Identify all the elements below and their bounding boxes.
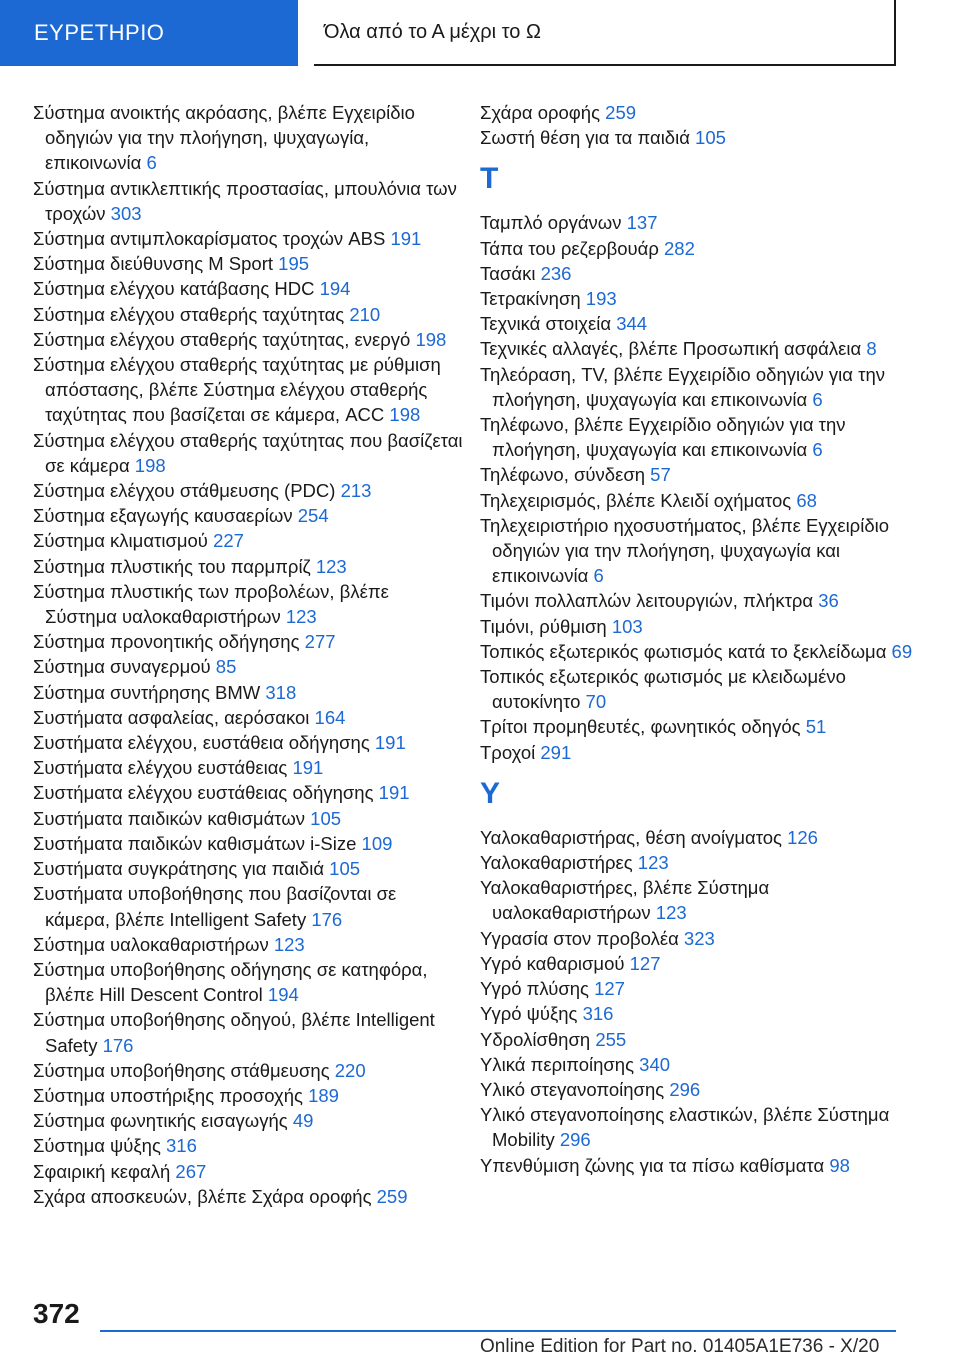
index-entry-text: Τιμόνι, ρύθμιση bbox=[480, 615, 612, 637]
index-entry-text: Τηλεχειρισμός, βλέπε Κλειδί οχήματος bbox=[480, 489, 797, 511]
index-entry-page-link[interactable]: 123 bbox=[285, 606, 317, 628]
index-entry-text: Υγρό πλύσης bbox=[480, 978, 595, 1000]
index-entry-text: Υγρό ψύξης bbox=[480, 1003, 583, 1025]
index-entry-page-link[interactable]: 6 bbox=[812, 439, 823, 461]
index-entry-text: Σύστημα ψύξης bbox=[33, 1135, 166, 1157]
index-entry bbox=[33, 1159, 463, 1184]
footer-divider bbox=[100, 1330, 896, 1332]
index-entry bbox=[33, 226, 463, 251]
index-entry bbox=[33, 932, 463, 957]
index-entry-text: Τηλέφωνο, βλέπε Εγχειρίδιο οδηγιών για την πλοήγηση, ψυχαγωγία και επικοινωνία bbox=[480, 414, 846, 461]
index-entry bbox=[480, 926, 930, 951]
index-entry-page-link[interactable]: 296 bbox=[669, 1078, 701, 1100]
index-entry-page-link[interactable]: 105 bbox=[310, 807, 342, 829]
index-entry bbox=[480, 1001, 930, 1026]
index-entry-page-link[interactable]: 198 bbox=[415, 328, 447, 350]
index-entry-text: Σφαιρική κεφαλή bbox=[33, 1160, 176, 1182]
index-entry-page-link[interactable]: 85 bbox=[215, 656, 237, 678]
index-entry bbox=[480, 125, 930, 150]
index-entry-page-link[interactable]: 213 bbox=[340, 480, 372, 502]
letter-heading-t: T bbox=[480, 162, 499, 196]
letter-heading-y: Y bbox=[480, 776, 501, 810]
index-entry-page-link[interactable]: 137 bbox=[626, 212, 658, 234]
index-entry bbox=[480, 286, 930, 311]
index-entry-text: Σύστημα ανοικτής ακρόασης, βλέπε Εγχειρίδιο οδηγιών για την πλοήγηση, ψυχαγωγία, επικοινωνία bbox=[33, 102, 415, 174]
index-entry bbox=[480, 714, 930, 739]
index-entry-text: Υλικό στεγανοποίησης ελαστικών, βλέπε Σύστημα Mobility bbox=[480, 1104, 890, 1151]
index-entry-text: Τροχοί bbox=[480, 741, 541, 763]
index-entry-text: Σύστημα φωνητικής εισαγωγής bbox=[33, 1110, 293, 1132]
index-entry-page-link[interactable]: 123 bbox=[273, 933, 305, 955]
header bbox=[0, 0, 960, 66]
index-entry-text: Σύστημα εξαγωγής καυσαερίων bbox=[33, 505, 298, 527]
section-tab[interactable]: ΕΥΡΕΤΗΡΙΟ bbox=[0, 0, 298, 66]
index-entry-text: Συστήματα υποβοήθησης που βασίζονται σε κάμερα, βλέπε Intelligent Safety bbox=[33, 883, 397, 930]
index-entry-text: Σύστημα αντικλεπτικής προστασίας, μπουλόνια των τροχών bbox=[33, 177, 457, 224]
index-entry-page-link[interactable]: 105 bbox=[695, 127, 726, 149]
index-entry-text: Σύστημα ελέγχου σταθερής ταχύτητας με ρύθμιση απόστασης, βλέπε Σύστημα ελέγχου σταθερής ταχύτητας που βασίζεται σε κάμερα, ACC bbox=[33, 354, 441, 426]
index-entry bbox=[33, 579, 463, 629]
index-entry-text: Τηλεόραση, TV, βλέπε Εγχειρίδιο οδηγιών για την πλοήγηση, ψυχαγωγία και επικοινωνία bbox=[480, 363, 885, 410]
index-entry-page-link[interactable]: 189 bbox=[308, 1084, 339, 1106]
index-entry-page-link[interactable]: 316 bbox=[582, 1003, 614, 1025]
footer-edition-text: Online Edition for Part no. 01405A1E736 - X/20 bbox=[480, 1336, 880, 1357]
index-entry-text: Σύστημα ελέγχου σταθερής ταχύτητας bbox=[33, 303, 350, 325]
index-entry bbox=[480, 236, 930, 261]
index-entry-text: Τασάκι bbox=[480, 262, 541, 284]
index-entry bbox=[480, 1052, 930, 1077]
index-entry-text: Σωστή θέση για τα παιδιά bbox=[480, 127, 696, 149]
index-entry-page-link[interactable]: 69 bbox=[891, 640, 913, 662]
index-entry-text: Τηλεχειριστήριο ηχοσυστήματος, βλέπε Εγχειρίδιο οδηγιών για την πλοήγηση, ψυχαγωγία και επικοινωνία bbox=[480, 514, 890, 587]
index-entry-text: Σύστημα υποβοήθησης στάθμευσης bbox=[33, 1059, 335, 1081]
index-entry-text: Τοπικός εξωτερικός φωτισμός με κλειδωμένο αυτοκίνητο bbox=[480, 666, 846, 713]
index-entry-page-link[interactable]: 194 bbox=[267, 984, 299, 1006]
index-entry-page-link[interactable]: 193 bbox=[585, 288, 617, 310]
index-entry-page-link[interactable]: 198 bbox=[389, 404, 421, 426]
index-entry bbox=[480, 311, 930, 336]
section-subtitle: Όλα από το Α μέχρι το Ω bbox=[314, 0, 896, 66]
index-entry-page-link[interactable]: 303 bbox=[110, 202, 142, 224]
index-entry-page-link[interactable]: 296 bbox=[559, 1129, 591, 1151]
index-entry-page-link[interactable]: 191 bbox=[378, 782, 410, 804]
index-entry-text: Τοπικός εξωτερικός φωτισμός κατά το ξεκλείδωμα bbox=[480, 640, 892, 662]
index-entry-text: Σύστημα πλυστικής των προβολέων, βλέπε Σύστημα υαλοκαθαριστήρων bbox=[33, 580, 389, 628]
index-entry-page-link[interactable]: 68 bbox=[796, 489, 817, 511]
index-entry bbox=[33, 1058, 463, 1083]
index-entry-text: Σύστημα συναγερμού bbox=[33, 656, 216, 678]
index-entry-text: Τηλέφωνο, σύνδεση bbox=[480, 464, 651, 486]
index-entry-page-link[interactable]: 323 bbox=[683, 927, 715, 949]
index-column-right bbox=[480, 100, 930, 1178]
index-entry bbox=[480, 664, 930, 714]
index-entry-page-link[interactable]: 191 bbox=[390, 228, 422, 250]
index-entry bbox=[480, 976, 930, 1001]
index-entry-text: Υγρό καθαρισμού bbox=[480, 952, 630, 974]
index-entry-text: Τάπα του ρεζερβουάρ bbox=[480, 237, 664, 259]
index-entry bbox=[480, 513, 930, 589]
index-entry-page-link[interactable]: 70 bbox=[585, 691, 607, 713]
index-entry-page-link[interactable]: 8 bbox=[866, 338, 877, 360]
index-group-y bbox=[480, 825, 930, 1178]
index-entry-page-link[interactable]: 123 bbox=[637, 852, 669, 874]
index-entry bbox=[480, 1102, 930, 1152]
index-entry-page-link[interactable]: 291 bbox=[540, 741, 572, 763]
index-entry bbox=[33, 629, 463, 654]
index-group-sigma-continued bbox=[480, 100, 930, 150]
index-entry-text: Τρίτοι προμηθευτές, φωνητικός οδηγός bbox=[480, 716, 806, 738]
index-entry bbox=[33, 680, 463, 705]
index-entry-page-link[interactable]: 254 bbox=[297, 505, 329, 527]
index-entry bbox=[33, 428, 463, 478]
index-entry-text: Τιμόνι πολλαπλών λειτουργιών, πλήκτρα bbox=[480, 590, 819, 612]
index-entry-page-link[interactable]: 51 bbox=[805, 716, 827, 738]
index-entry bbox=[480, 740, 930, 765]
index-entry-page-link[interactable]: 191 bbox=[292, 757, 324, 779]
index-entry-page-link[interactable]: 127 bbox=[594, 978, 625, 1000]
index-entry bbox=[33, 100, 463, 176]
index-entry-page-link[interactable]: 98 bbox=[829, 1154, 850, 1176]
index-entry-text: Ταμπλό οργάνων bbox=[480, 212, 627, 234]
index-entry-page-link[interactable]: 123 bbox=[315, 555, 347, 577]
index-entry bbox=[33, 1184, 463, 1209]
index-entry-text: Σύστημα πλυστικής του παρμπρίζ bbox=[33, 555, 316, 577]
index-entry bbox=[480, 412, 930, 462]
index-entry-page-link[interactable]: 103 bbox=[611, 615, 643, 637]
index-entry-page-link[interactable]: 259 bbox=[605, 102, 637, 123]
index-entry-text: Υπενθύμιση ζώνης για τα πίσω καθίσματα bbox=[480, 1154, 830, 1176]
index-entry-text: Συστήματα ελέγχου ευστάθειας οδήγησης bbox=[33, 782, 379, 804]
index-entry bbox=[33, 176, 463, 226]
index-entry-text: Υαλοκαθαριστήρας, θέση ανοίγματος bbox=[480, 826, 788, 848]
index-entry-page-link[interactable]: 176 bbox=[311, 908, 343, 930]
index-entry-text: Υδρολίσθηση bbox=[480, 1028, 596, 1050]
index-entry-text: Συστήματα παιδικών καθισμάτων i-Size bbox=[33, 832, 362, 854]
index-entry bbox=[33, 881, 463, 931]
index-entry-page-link[interactable]: 340 bbox=[639, 1053, 671, 1075]
index-entry-text: Συστήματα ασφαλείας, αερόσακοι bbox=[33, 706, 315, 728]
index-entry bbox=[33, 1133, 463, 1158]
index-entry bbox=[480, 850, 930, 875]
index-entry-text: Σύστημα ελέγχου στάθμευσης (PDC) bbox=[33, 480, 341, 502]
index-entry-text: Υγρασία στον προβολέα bbox=[480, 927, 684, 949]
index-entry-text: Σύστημα αντιμπλοκαρίσματος τροχών ABS bbox=[33, 228, 391, 250]
index-column-left bbox=[33, 100, 463, 1209]
index-entry-page-link[interactable]: 109 bbox=[361, 832, 393, 854]
index-entry bbox=[480, 1153, 930, 1178]
index-entry-text: Σύστημα υαλοκαθαριστήρων bbox=[33, 933, 274, 955]
index-entry-text: Σύστημα ελέγχου σταθερής ταχύτητας, ενεργό bbox=[33, 328, 416, 350]
index-entry bbox=[480, 100, 930, 125]
index-entry bbox=[33, 831, 463, 856]
index-entry bbox=[33, 957, 463, 1007]
index-entry bbox=[480, 462, 930, 487]
index-entry-page-link[interactable]: 164 bbox=[314, 706, 346, 728]
index-entry-page-link[interactable]: 6 bbox=[812, 388, 823, 410]
index-entry-text: Σχάρα αποσκευών, βλέπε Σχάρα οροφής bbox=[33, 1185, 377, 1207]
index-entry-page-link[interactable]: 227 bbox=[213, 530, 244, 552]
index-entry-page-link[interactable]: 220 bbox=[334, 1059, 366, 1081]
index-entry-text: Τετρακίνηση bbox=[480, 288, 586, 310]
index-entry-text: Υλικά περιποίησης bbox=[480, 1053, 640, 1075]
index-entry bbox=[33, 554, 463, 579]
index-entry-text: Συστήματα ελέγχου, ευστάθεια οδήγησης bbox=[33, 732, 375, 754]
index-entry bbox=[480, 588, 930, 613]
index-entry-text: Υλικό στεγανοποίησης bbox=[480, 1078, 670, 1100]
index-entry-text: Υαλοκαθαριστήρες, βλέπε Σύστημα υαλοκαθαριστήρων bbox=[480, 877, 770, 924]
index-entry-page-link[interactable]: 126 bbox=[787, 826, 818, 848]
index-entry bbox=[33, 352, 463, 428]
index-entry-text: Σύστημα ελέγχου σταθερής ταχύτητας που βασίζεται σε κάμερα bbox=[33, 429, 463, 476]
index-entry bbox=[480, 875, 930, 925]
index-entry-text: Σύστημα κλιματισμού bbox=[33, 530, 214, 552]
index-entry bbox=[480, 362, 930, 412]
index-entry bbox=[33, 327, 463, 352]
index-entry-page-link[interactable]: 277 bbox=[304, 631, 336, 653]
index-entry bbox=[33, 1108, 463, 1133]
index-entry-page-link[interactable]: 6 bbox=[593, 565, 604, 587]
index-group-t bbox=[480, 210, 930, 764]
index-entry-page-link[interactable]: 318 bbox=[265, 681, 297, 703]
index-entry bbox=[33, 478, 463, 503]
index-entry-text: Συστήματα συγκράτησης για παιδιά bbox=[33, 858, 330, 880]
index-entry-page-link[interactable]: 6 bbox=[146, 152, 157, 174]
index-entry bbox=[480, 1027, 930, 1052]
index-entry-text: Σύστημα προνοητικής οδήγησης bbox=[33, 631, 305, 653]
index-entry-text: Σύστημα ελέγχου κατάβασης HDC bbox=[33, 278, 320, 300]
index-entry-page-link[interactable]: 191 bbox=[374, 732, 406, 754]
index-entry-text: Σύστημα υποβοήθησης οδήγησης σε κατηφόρα, βλέπε Hill Descent Control bbox=[33, 958, 428, 1006]
index-entry-page-link[interactable]: 282 bbox=[664, 237, 695, 259]
index-entry bbox=[33, 654, 463, 679]
index-entry bbox=[33, 276, 463, 301]
index-entry bbox=[33, 755, 463, 780]
index-entry-page-link[interactable]: 195 bbox=[278, 253, 310, 275]
index-entry-page-link[interactable]: 105 bbox=[329, 858, 361, 880]
index-entry-page-link[interactable]: 176 bbox=[102, 1034, 134, 1056]
index-entry-page-link[interactable]: 316 bbox=[166, 1135, 197, 1157]
index-entry bbox=[480, 1077, 930, 1102]
index-entry bbox=[480, 639, 930, 664]
index-entry-page-link[interactable]: 123 bbox=[655, 902, 687, 924]
index-entry-page-link[interactable]: 49 bbox=[292, 1110, 314, 1132]
index-entry-page-link[interactable]: 259 bbox=[376, 1185, 408, 1207]
index-entry bbox=[33, 780, 463, 805]
index-entry-page-link[interactable]: 36 bbox=[818, 590, 839, 612]
index-entry bbox=[33, 503, 463, 528]
index-entry bbox=[33, 251, 463, 276]
index-entry-page-link[interactable]: 198 bbox=[134, 454, 166, 476]
index-entry bbox=[480, 210, 930, 235]
index-entry-text: Σχάρα οροφής bbox=[480, 102, 606, 123]
index-entry bbox=[480, 825, 930, 850]
index-entry bbox=[33, 528, 463, 553]
index-entry-text: Συστήματα παιδικών καθισμάτων bbox=[33, 807, 311, 829]
index-entry-text: Σύστημα διεύθυνσης M Sport bbox=[33, 253, 279, 275]
index-entry-page-link[interactable]: 194 bbox=[319, 278, 351, 300]
index-entry-text: Σύστημα υποστήριξης προσοχής bbox=[33, 1084, 309, 1106]
index-entry-page-link[interactable]: 236 bbox=[540, 262, 572, 284]
index-entry-text: Υαλοκαθαριστήρες bbox=[480, 852, 638, 874]
index-entry bbox=[33, 806, 463, 831]
index-entry-text: Σύστημα συντήρησης BMW bbox=[33, 681, 266, 703]
index-entry-page-link[interactable]: 344 bbox=[616, 313, 648, 335]
index-entry bbox=[480, 261, 930, 286]
index-entry bbox=[480, 336, 930, 361]
index-entry bbox=[33, 1083, 463, 1108]
index-entry-page-link[interactable]: 57 bbox=[650, 464, 671, 486]
page-number: 372 bbox=[33, 1298, 80, 1329]
index-entry bbox=[33, 705, 463, 730]
index-entry-text: Σύστημα υποβοήθησης οδηγού, βλέπε Intelligent Safety bbox=[33, 1009, 435, 1056]
index-entry-page-link[interactable]: 210 bbox=[349, 303, 381, 325]
index-entry-text: Τεχνικές αλλαγές, βλέπε Προσωπική ασφάλεια bbox=[480, 338, 867, 360]
index-entry bbox=[33, 856, 463, 881]
index-entry-page-link[interactable]: 267 bbox=[175, 1160, 207, 1182]
index-entry bbox=[33, 730, 463, 755]
index-entry bbox=[480, 614, 930, 639]
index-entry-page-link[interactable]: 127 bbox=[629, 952, 661, 974]
index-entry-page-link[interactable]: 255 bbox=[595, 1028, 627, 1050]
index-entry bbox=[480, 488, 930, 513]
index-entry bbox=[33, 302, 463, 327]
index-entry bbox=[33, 1007, 463, 1057]
index-entry-text: Τεχνικά στοιχεία bbox=[480, 313, 617, 335]
index-entry bbox=[480, 951, 930, 976]
index-entry-text: Συστήματα ελέγχου ευστάθειας bbox=[33, 757, 293, 779]
